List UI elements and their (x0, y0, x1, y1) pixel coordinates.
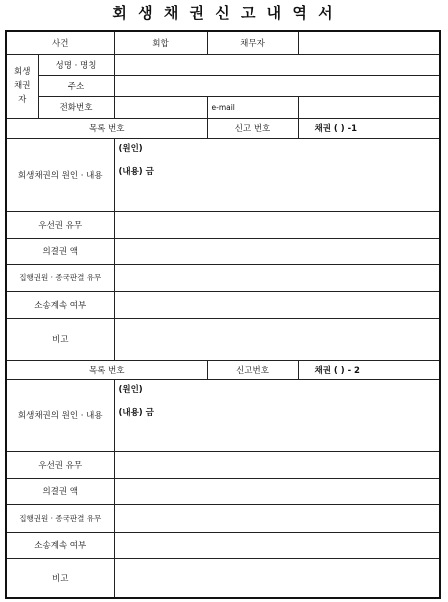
debtor-value[interactable] (298, 31, 440, 54)
section-2-cause-content[interactable] (114, 379, 440, 451)
creditor-address-row (6, 75, 440, 96)
email-value[interactable] (298, 96, 440, 118)
section-1-content-text: (내용) 금 (118, 166, 154, 177)
creditor-name-row (6, 54, 440, 75)
section-1-priority-row (6, 211, 440, 238)
section-2-cause-text: (원인) (118, 384, 143, 395)
phone-label: 전화번호 (38, 96, 114, 118)
section-2-cause-row (6, 379, 440, 451)
section-2-litigation-label: 소송계속 여부 (6, 532, 114, 558)
section-1-litigation-label: 소송계속 여부 (6, 291, 114, 318)
report-form-table (5, 30, 441, 599)
name-value[interactable] (114, 54, 440, 75)
debtor-label: 채무자 (207, 31, 298, 54)
section-2-report-no-label: 신고번호 (207, 360, 298, 379)
section-2-priority-value[interactable] (114, 451, 440, 478)
section-1-cause-content[interactable] (114, 138, 440, 211)
section-1-vote-value[interactable] (114, 238, 440, 264)
address-label: 주소 (38, 75, 114, 96)
section-2-vote-value[interactable] (114, 478, 440, 504)
section-2-note-label: 비고 (6, 558, 114, 598)
section-2-vote-row (6, 478, 440, 504)
section-1-litigation-row (6, 291, 440, 318)
section-2-vote-label: 의결권 액 (6, 478, 114, 504)
section-1-enforcement-label: 집행권원 · 종국판결 유무 (6, 264, 114, 291)
case-value[interactable]: 회합 (114, 31, 207, 54)
section-1-enforcement-value[interactable] (114, 264, 440, 291)
section-2-litigation-value[interactable] (114, 532, 440, 558)
section-1-list-no-label: 목록 번호 (6, 118, 207, 138)
section-1-priority-label: 우선권 유무 (6, 211, 114, 238)
section-1-report-no-label: 신고 번호 (207, 118, 298, 138)
section-1-cause-row (6, 138, 440, 211)
name-label: 성명 · 명칭 (38, 54, 114, 75)
section-2-note-row (6, 558, 440, 598)
section-2-cause-label: 회생채권의 원인 · 내용 (6, 379, 114, 451)
section-1-priority-value[interactable] (114, 211, 440, 238)
section-1-claim-number[interactable]: 채권 ( ) -1 (298, 118, 440, 138)
section-1-vote-label: 의결권 액 (6, 238, 114, 264)
section-1-cause-text: (원인) (118, 143, 143, 154)
case-row (6, 31, 440, 54)
phone-value[interactable] (114, 96, 207, 118)
section-2-priority-row (6, 451, 440, 478)
document-title: 회 생 채 권 신 고 내 역 서 (112, 4, 336, 22)
section-2-note-value[interactable] (114, 558, 440, 598)
email-label: e-mail (207, 96, 298, 118)
section-2-content-text: (내용) 금 (118, 407, 154, 418)
section-1-note-value[interactable] (114, 318, 440, 360)
section-2-enforcement-label: 집행권원 · 종국판결 유무 (6, 504, 114, 532)
section-1-enforcement-row (6, 264, 440, 291)
creditor-label: 회생 채권자 (6, 54, 38, 118)
section-2-litigation-row (6, 532, 440, 558)
section-1-note-label: 비고 (6, 318, 114, 360)
creditor-phone-row (6, 96, 440, 118)
section-1-list-row (6, 118, 440, 138)
section-1-litigation-value[interactable] (114, 291, 440, 318)
section-2-claim-number[interactable]: 채권 ( ) - 2 (298, 360, 440, 379)
section-1-vote-row (6, 238, 440, 264)
section-2-enforcement-row (6, 504, 440, 532)
address-value[interactable] (114, 75, 440, 96)
section-1-cause-label: 회생채권의 원인 · 내용 (6, 138, 114, 211)
section-1-note-row (6, 318, 440, 360)
section-2-list-row (6, 360, 440, 379)
section-2-priority-label: 우선권 유무 (6, 451, 114, 478)
section-2-list-no-label: 목록 번호 (6, 360, 207, 379)
case-label: 사건 (6, 31, 114, 54)
section-2-enforcement-value[interactable] (114, 504, 440, 532)
